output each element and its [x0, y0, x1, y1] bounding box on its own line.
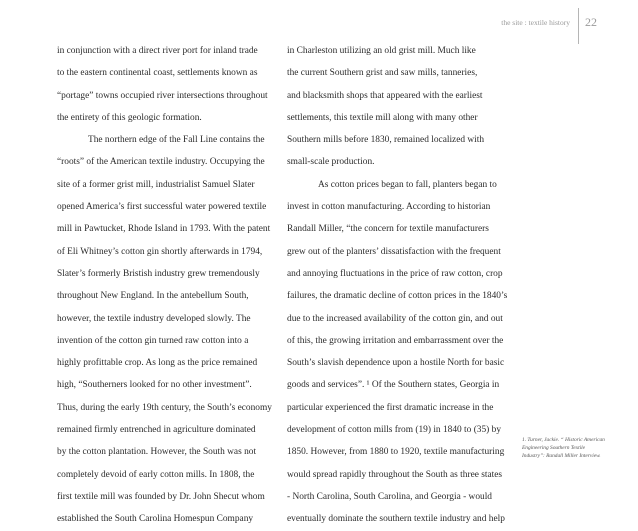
text-line: site of a former grist mill, industrialist Samuel Slater [57, 179, 255, 190]
text-line: “roots” of the American textile industry. Occupying the [57, 157, 265, 168]
text-line: in conjunction with a direct river port for inland trade [57, 46, 258, 56]
footnote-line: 1. Turner, Jackie. “ Historic American [522, 437, 605, 443]
text-column-left [57, 40, 279, 531]
footnote [522, 436, 634, 460]
text-line: “portage” towns occupied river intersections throughout [57, 90, 268, 101]
text-line: opened America’s first successful water powered textile [57, 202, 267, 213]
text-line: The northern edge of the Fall Line contains the [88, 135, 265, 146]
running-header-title: the site : textile history [501, 18, 570, 27]
text-line: Southern mills before 1830, remained localized with [287, 135, 485, 146]
text-line: 1850. However, from 1880 to 1920, textile manufacturing [287, 447, 505, 458]
text-column-right [287, 40, 509, 531]
footnote-line: Engineering Southern Textile [522, 445, 585, 451]
text-line: remained firmly entrenched in agriculture dominated [57, 425, 256, 436]
text-line: of this, the growing irritation and embarrassment over the [287, 335, 504, 346]
text-line: goods and services”. ¹ Of the Southern states, Georgia in [287, 380, 500, 391]
text-line: by the cotton plantation. However, the South was not [57, 447, 257, 458]
text-line: eventually dominate the southern textile industry and help [287, 514, 505, 525]
text-line: in Charleston utilizing an old grist mill. Much like [287, 46, 476, 56]
text-line: Randall Miller, “the concern for textile manufacturers [287, 224, 489, 235]
text-line: of Eli Whitney’s cotton gin shortly afterwards in 1794, [57, 246, 263, 257]
text-line: the current Southern grist and saw mills, tanneries, [287, 68, 478, 79]
text-line: failures, the dramatic decline of cotton prices in the 1840’s [287, 291, 508, 302]
header-divider [578, 8, 579, 44]
text-line: however, the textile industry developed slowly. The [57, 313, 251, 324]
text-line: development of cotton mills from (19) in 1840 to (35) by [287, 425, 502, 436]
text-line: throughout New England. In the antebellum South, [57, 291, 249, 302]
text-line: mill in Pawtucket, Rhode Island in 1793. With the patent [57, 224, 271, 235]
text-line: As cotton prices began to fall, planters began to [318, 179, 497, 190]
text-line: settlements, this textile mill along with many other [287, 112, 478, 123]
text-line: Thus, during the early 19th century, the South’s economy [57, 402, 272, 413]
text-line: first textile mill was founded by Dr. John Shecut whom [57, 491, 265, 502]
text-line: South’s slavish dependence upon a hostile North for basic [287, 358, 505, 369]
page-number: 22 [585, 15, 597, 29]
text-line: would spread rapidly throughout the South as three states [287, 469, 503, 480]
footnote-line: Industry”: Randall Miller Interview. [522, 453, 601, 459]
text-line: and annoying fluctuations in the price of raw cotton, crop [287, 268, 503, 279]
text-line: completely devoid of early cotton mills. In 1808, the [57, 469, 255, 480]
text-line: invention of the cotton gin turned raw cotton into a [57, 335, 249, 346]
text-line: small-scale production. [287, 157, 375, 168]
text-line: due to the increased availability of the cotton gin, and out [287, 313, 503, 324]
text-line: - North Carolina, South Carolina, and Georgia - would [287, 491, 492, 502]
text-line: invest in cotton manufacturing. According to historian [287, 202, 491, 213]
text-line: Slater’s formerly Bristish industry grew tremendously [57, 268, 260, 279]
text-line: highly profittable crop. As long as the price remained [57, 358, 258, 369]
text-line: the entirety of this geologic formation. [57, 112, 202, 123]
text-line: particular experienced the first dramatic increase in the [287, 402, 494, 413]
text-line: and blacksmith shops that appeared with the earliest [287, 90, 483, 101]
text-line: to the eastern continental coast, settlements known as [57, 68, 258, 79]
text-line: grew out of the planters’ dissatisfaction with the frequent [287, 246, 501, 257]
text-line: established the South Carolina Homespun Company [57, 514, 254, 525]
text-line: high, “Southerners looked for no other investment”. [57, 380, 252, 391]
